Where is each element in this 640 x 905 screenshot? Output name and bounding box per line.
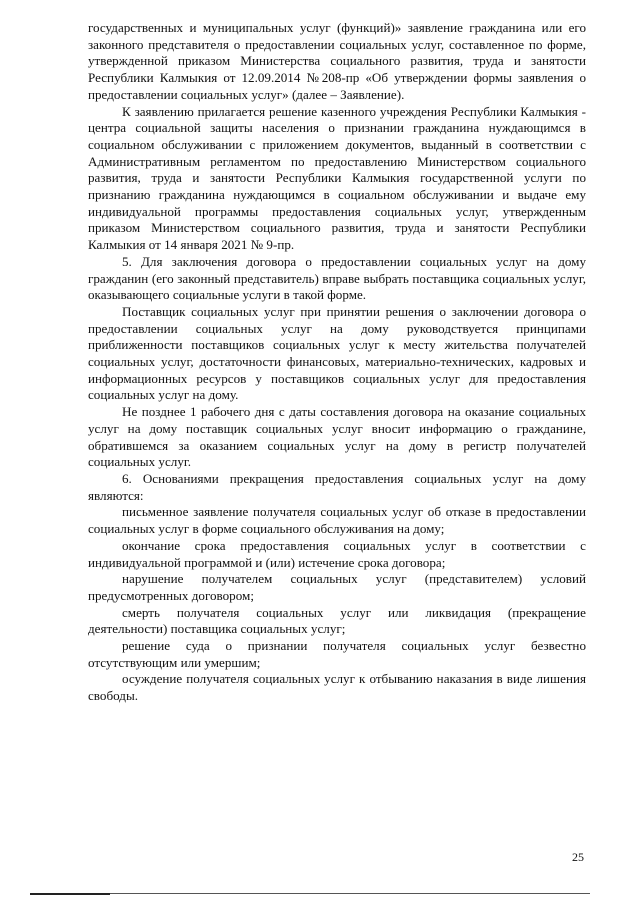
paragraph: 6. Основаниями прекращения предоставления социальных услуг на дому являются: [88,470,586,503]
paragraph: Не позднее 1 рабочего дня с даты составления договора на оказание социальных услуг на дому поставщик социальных услуг вносит информацию о гражданине, обратившемся за оказанием социальных услуг на дому в регистр получателей социальных услуг. [88,404,586,470]
paragraph: осуждение получателя социальных услуг к отбыванию наказания в виде лишения свободы. [88,671,586,704]
paragraph: нарушение получателем социальных услуг (представителем) условий предусмотренных договором; [88,571,586,603]
paragraph: окончание срока предоставления социальных услуг в соответствии с индивидуальной программой и (или) истечение срока договора; [88,537,586,570]
paragraph: смерть получателя социальных услуг или ликвидация (прекращение деятельности) поставщика социальных услуг; [88,604,586,637]
paragraph: Поставщик социальных услуг при принятии решения о заключении договора о предоставлении социальных услуг на дому руководствуется принципами приближенности поставщиков социальных услуг к месту жительства получателей социальных услуг, достаточности финансовых, материально-технических, кадровых и информационных ресурсов у поставщиков социальных услуг для предоставления социальных услуг на дому. [88,303,586,403]
body-text [88,20,586,705]
paragraph: государственных и муниципальных услуг (функций)» заявление гражданина или его законного представителя о предоставлении социальных услуг, составленное по форме, утвержденной приказом Министерства социального развития, труда и занятости Республики Калмыкия от 12.09.2014 №208-пр «Об утверждении формы заявления о предоставлении социальных услуг» (далее – Заявление). [88,20,586,102]
page-number: 25 [572,850,584,864]
paragraph: 5. Для заключения договора о предоставлении социальных услуг на дому гражданин (его законный представитель) вправе выбрать поставщика социальных услуг, оказывающего социальные услуги в такой форме. [88,253,586,303]
footer-rule-mark [30,893,110,895]
paragraph: решение суда о признании получателя социальных услуг безвестно отсутствующим или умершим; [88,638,586,670]
footer-rule [30,893,590,894]
paragraph: письменное заявление получателя социальных услуг об отказе в предоставлении социальных услуг в форме социального обслуживания на дому; [88,504,586,537]
paragraph: К заявлению прилагается решение казенного учреждения Республики Калмыкия - центра социальной защиты населения о признании гражданина нуждающимся в социальном обслуживании с приложением документов, выданный в соответствии с Административным регламентом по предоставлению Министерством социального развития, труда и занятости Республики Калмыкия государственной услуги по признанию гражданина нуждающимся в социальном обслуживании и выдаче ему индивидуальной программы предоставления социальных услуг, утвержденным приказом Министерством социального развития, труда и занятости Республики Калмыкия от 14 января 2021 № 9-пр. [88,103,586,253]
